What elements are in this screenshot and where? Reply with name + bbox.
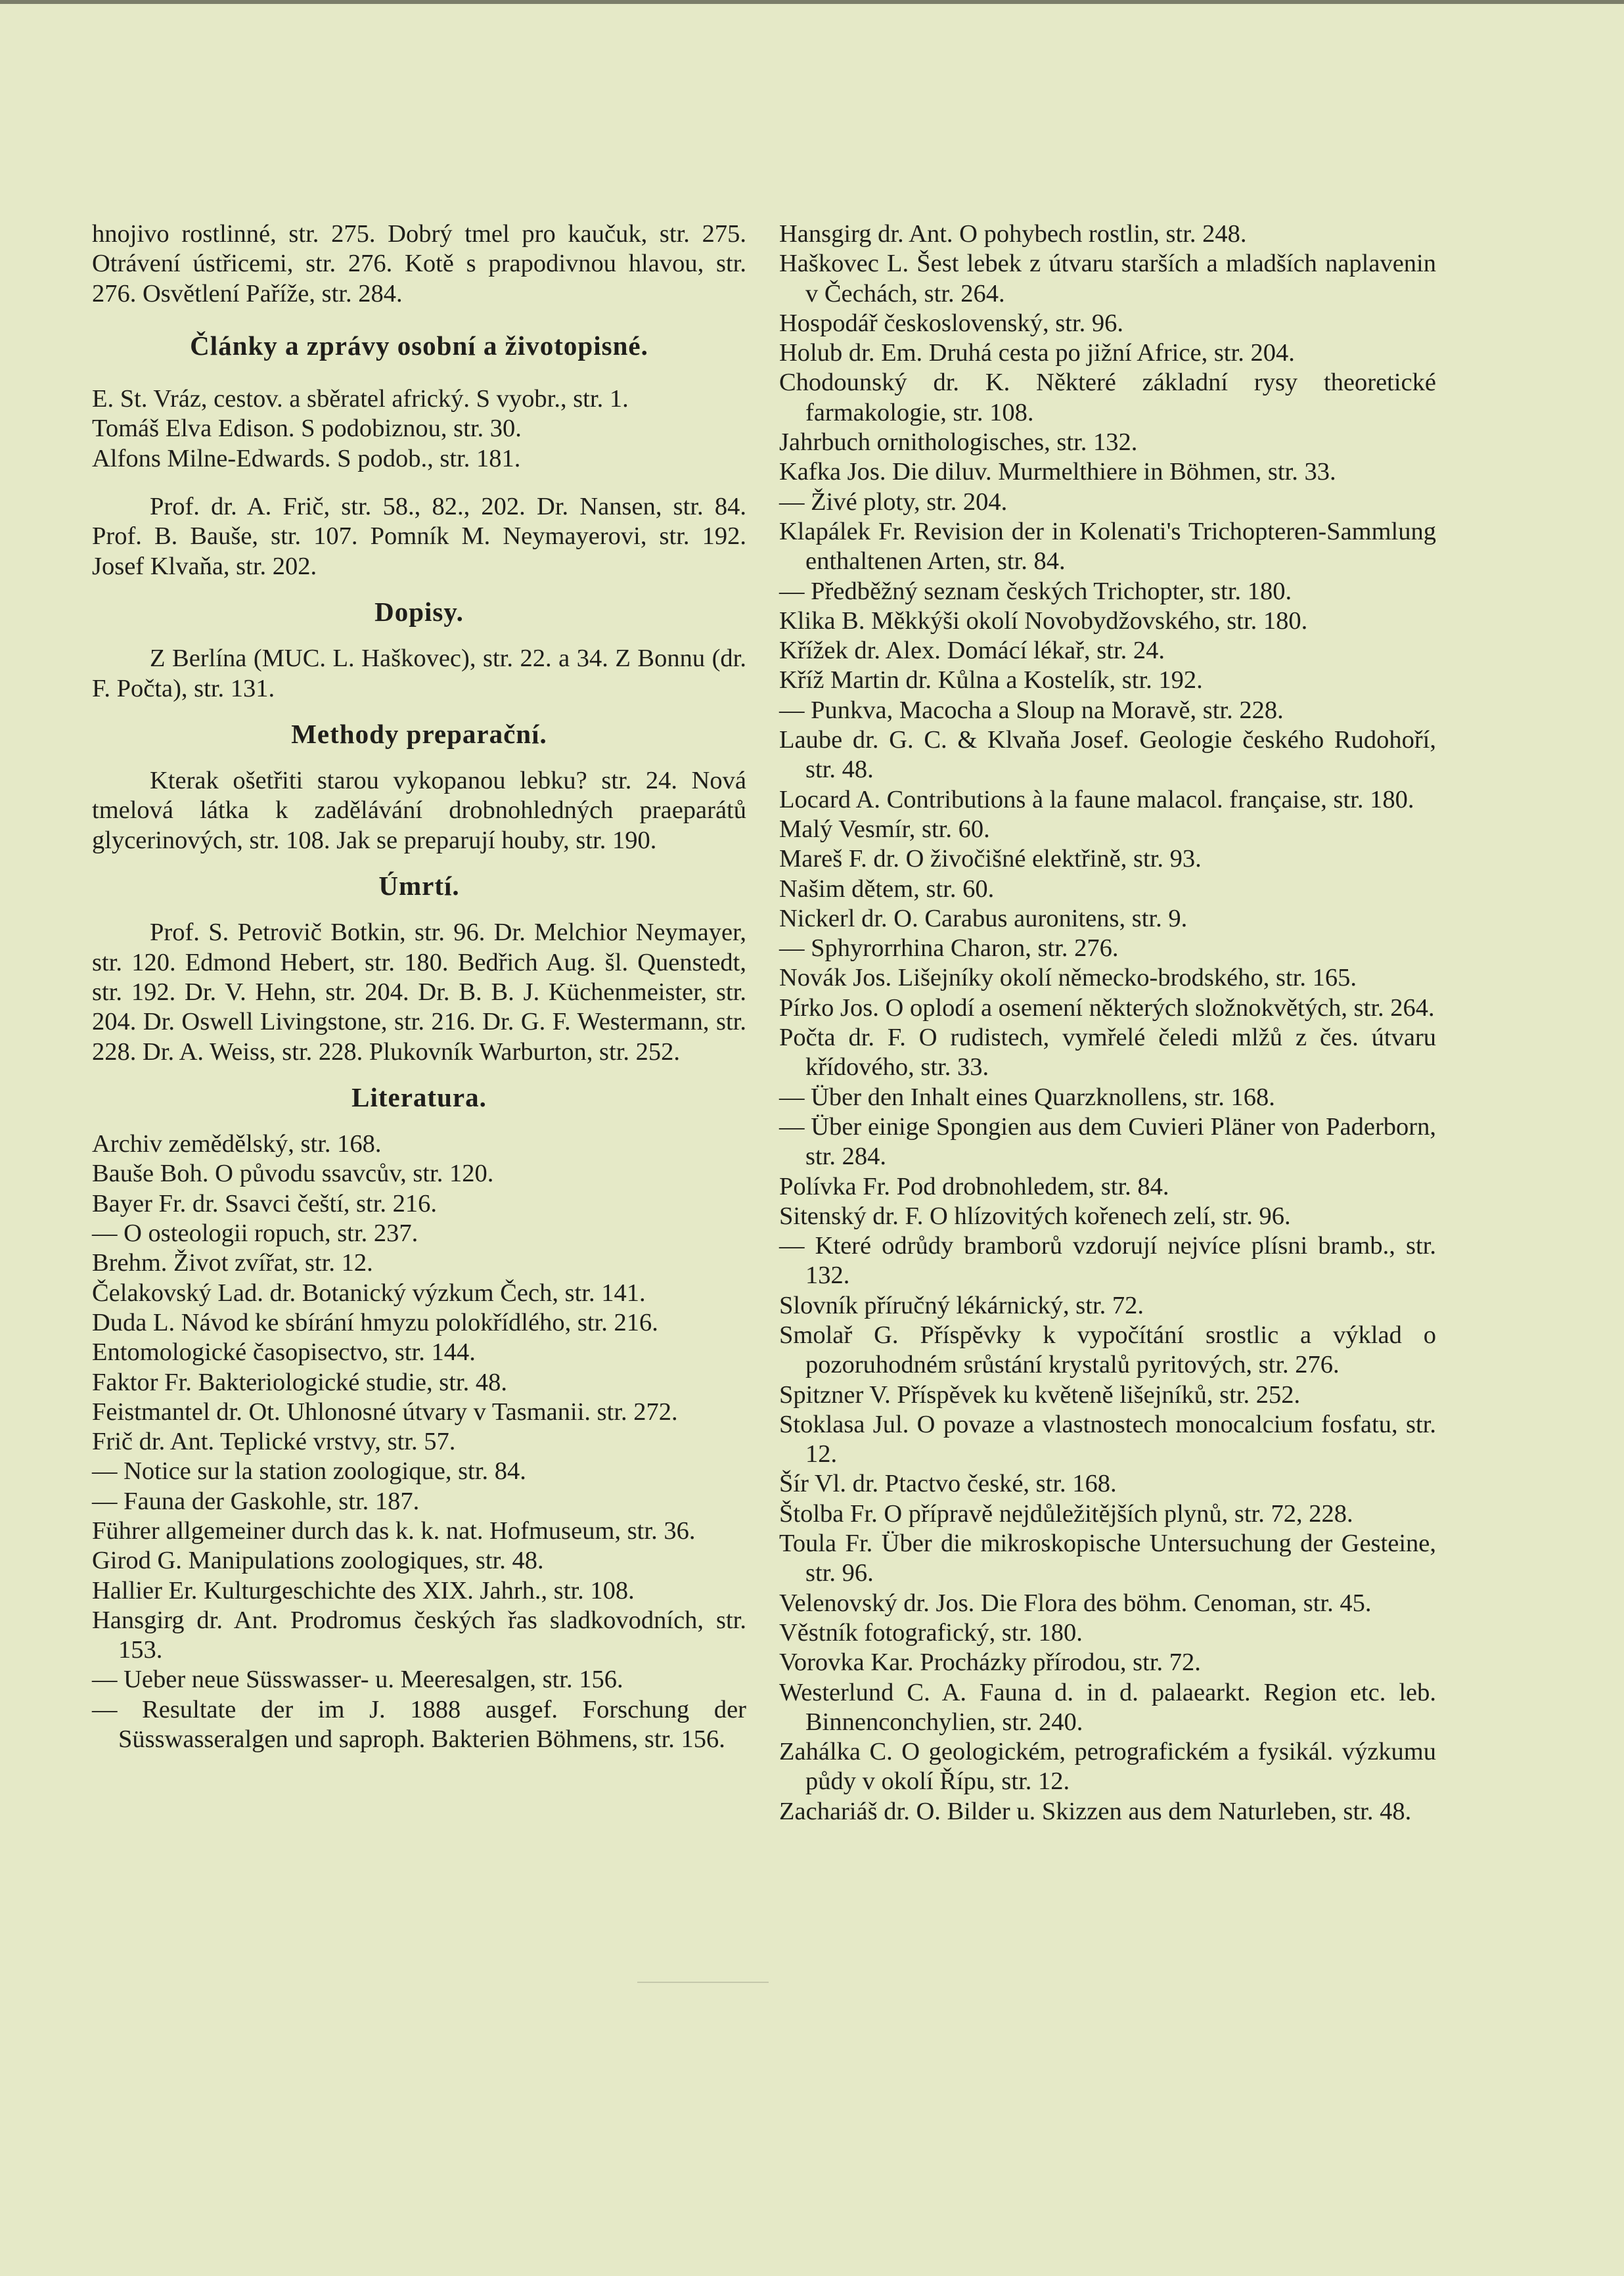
literature-entry: Zahálka C. O geologickém, petrografickém a fysikál. výzkumu půdy v okolí Řípu, str. 12. (779, 1738, 1436, 1796)
literature-entry: — Punkva, Macocha a Sloup na Moravě, str. 228. (779, 696, 1284, 724)
literature-entry: Hansgirg dr. Ant. Prodromus českých řas sladkovodních, str. 153. (92, 1606, 746, 1664)
literature-entry: Feistmantel dr. Ot. Uhlonosné útvary v Tasmanii. str. 272. (92, 1398, 678, 1426)
literature-entry: Führer allgemeiner durch das k. k. nat. Hofmuseum, str. 36. (92, 1516, 696, 1545)
literature-entry: Bauše Boh. O původu ssavcův, str. 120. (92, 1160, 494, 1188)
heading-literature: Literatura. (351, 1081, 487, 1112)
literature-entry: Laube dr. G. C. & Klvaňa Josef. Geologie českého Rudohoří, str. 48. (779, 726, 1436, 784)
literature-entry: Holub dr. Em. Druhá cesta po jižní Africe, str. 204. (779, 339, 1295, 367)
intro-paragraph: hnojivo rostlinné, str. 275. Dobrý tmel pro kaučuk, str. 275. Otrávení ústřicemi, str. 276. Kotě s prapodivnou hlavou, str. 276. Osvětlení Paříže, str. 284. (92, 220, 746, 307)
page-top-edge (0, 0, 1624, 4)
literature-entry: Entomologické časopisectvo, str. 144. (92, 1338, 476, 1367)
literature-entry: Počta dr. F. O rudistech, vymřelé čeledi mlžů z čes. útvaru křídového, str. 33. (779, 1024, 1436, 1081)
literature-entry: Mareš F. dr. O živočišné elektřině, str. 93. (779, 845, 1202, 873)
literature-entry: Našim dětem, str. 60. (779, 875, 995, 903)
literature-entry: Polívka Fr. Pod drobnohledem, str. 84. (779, 1172, 1169, 1200)
literature-entry: Kafka Jos. Die diluv. Murmelthiere in Böhmen, str. 33. (779, 458, 1336, 486)
literature-entry: Hansgirg dr. Ant. O pohybech rostlin, str. 248. (779, 220, 1247, 248)
personal-item: Alfons Milne-Edwards. S podob., str. 181. (92, 444, 521, 472)
literature-entry: Křížek dr. Alex. Domácí lékař, str. 24. (779, 637, 1165, 665)
literature-entry: Spitzner V. Příspěvek ku květeně lišejníků, str. 252. (779, 1380, 1301, 1409)
literature-entry: Štolba Fr. O přípravě nejdůležitějších plynů, str. 72, 228. (779, 1499, 1353, 1528)
literature-entry: Malý Vesmír, str. 60. (779, 815, 990, 843)
literature-entry: Slovník příručný lékárnický, str. 72. (779, 1291, 1144, 1319)
literature-entry: Hallier Er. Kulturgeschichte des XIX. Jahrh., str. 108. (92, 1576, 635, 1605)
literature-entry: Toula Fr. Über die mikroskopische Untersuchung der Gesteine, str. 96. (779, 1530, 1436, 1587)
literature-entry: — Které odrůdy bramborů vzdorují nejvíce plísni bramb., str. 132. (779, 1232, 1436, 1290)
literature-entry: Pírko Jos. O oplodí a osemení některých složnokvětých, str. 264. (779, 993, 1435, 1022)
deaths-paragraph: Prof. S. Petrovič Botkin, str. 96. Dr. Melchior Neymayer, str. 120. Edmond Hebert, str. 180. Bedřich Aug. šl. Quenstedt, str. 192. Dr. V. Hehn, str. 204. Dr. B. B. J. Küchenmeister, str. 204. Dr. Oswell Livingstone, str. 216. Dr. G. F. Westermann, str. 228. Dr. A. Weiss, str. 228. Plukovník Warburton, str. 252. (92, 919, 746, 1066)
literature-entry: Archiv zemědělský, str. 168. (92, 1130, 382, 1158)
literature-entry: Chodounský dr. K. Některé základní rysy theoretické farmakologie, str. 108. (779, 369, 1436, 426)
literature-entry: Westerlund C. A. Fauna d. in d. palaearkt. Region etc. leb. Binnenconchylien, str. 240. (779, 1678, 1436, 1736)
literature-entry: Frič dr. Ant. Teplické vrstvy, str. 57. (92, 1428, 456, 1456)
literature-entry: Vorovka Kar. Procházky přírodou, str. 72. (779, 1649, 1201, 1677)
literature-entry: — Ueber neue Süsswasser- u. Meeresalgen, str. 156. (92, 1666, 623, 1694)
literature-entry: Šír Vl. dr. Ptactvo české, str. 168. (779, 1470, 1117, 1498)
literature-entry: Bayer Fr. dr. Ssavci čeští, str. 216. (92, 1189, 438, 1218)
personal-item: Tomáš Elva Edison. S podobiznou, str. 30. (92, 415, 522, 443)
spacer (92, 474, 746, 492)
methods-paragraph: Kterak ošetřiti starou vykopanou lebku? str. 24. Nová tmelová látka k zadělávání drobnohledných praeparátů glycerinových, str. 108. Jak se preparují houby, str. 190. (92, 767, 746, 854)
literature-entry: Jahrbuch ornithologisches, str. 132. (779, 428, 1138, 457)
literature-entry: — Notice sur la station zoologique, str. 84. (92, 1457, 526, 1486)
literature-entry: Hospodář československý, str. 96. (779, 309, 1123, 337)
literature-entry: — Über einige Spongien aus dem Cuvieri Pläner von Paderborn, str. 284. (779, 1112, 1436, 1171)
literature-entry: — Resultate der im J. 1888 ausgef. Forschung der Süsswasseralgen und saproph. Bakterien Böhmens, str. 156. (92, 1695, 746, 1754)
left-column (92, 219, 746, 1754)
letters-paragraph: Z Berlína (MUC. L. Haškovec), str. 22. a 34. Z Bonnu (dr. F. Počta), str. 131. (92, 645, 746, 702)
literature-entry: Velenovský dr. Jos. Die Flora des böhm. Cenoman, str. 45. (779, 1589, 1372, 1617)
literature-entry: Kříž Martin dr. Kůlna a Kostelík, str. 192. (779, 666, 1203, 694)
literature-entry: — Sphyrorrhina Charon, str. 276. (779, 934, 1119, 963)
heading-letters: Dopisy. (374, 596, 464, 627)
literature-entry: Duda L. Návod ke sbírání hmyzu polokřídlého, str. 216. (92, 1308, 658, 1336)
literature-entry: Čelakovský Lad. dr. Botanický výzkum Čech, str. 141. (92, 1279, 646, 1307)
personal-paragraph: Prof. dr. A. Frič, str. 58., 82., 202. Dr. Nansen, str. 84. Prof. B. Bauše, str. 107. Pomník M. Neymayerovi, str. 192. Josef Klvaňa, str. 202. (92, 493, 746, 580)
heading-deaths: Úmrtí. (378, 871, 460, 901)
literature-entry: Zachariáš dr. O. Bilder u. Skizzen aus dem Naturleben, str. 48. (779, 1797, 1412, 1825)
heading-methods: Methody preparační. (291, 718, 547, 749)
literature-entry: Klika B. Měkkýši okolí Novobydžovského, str. 180. (779, 606, 1308, 635)
literature-entry: Brehm. Život zvířat, str. 12. (92, 1249, 373, 1277)
literature-entry: Klapálek Fr. Revision der in Kolenati's Trichopteren-Sammlung enthaltenen Arten, str. 84. (779, 517, 1436, 576)
personal-item: E. St. Vráz, cestov. a sběratel africký. S vyobr., str. 1. (92, 385, 629, 413)
literature-entry: — Živé ploty, str. 204. (779, 488, 1008, 516)
right-column (779, 219, 1436, 1827)
literature-entry: Věstník fotografický, str. 180. (779, 1618, 1083, 1647)
end-rule (637, 1982, 769, 1983)
literature-entry: Sitenský dr. F. O hlízovitých kořenech zelí, str. 96. (779, 1202, 1291, 1230)
literature-entry: Faktor Fr. Bakteriologické studie, str. 48. (92, 1368, 507, 1396)
literature-entry: Locard A. Contributions à la faune malacol. française, str. 180. (779, 785, 1414, 813)
literature-entry: — Über den Inhalt eines Quarzknollens, str. 168. (779, 1083, 1275, 1111)
literature-entry: Stoklasa Jul. O povaze a vlastnostech monocalcium fosfatu, str. 12. (779, 1410, 1436, 1468)
literature-entry: — Fauna der Gaskohle, str. 187. (92, 1487, 420, 1515)
literature-entry: Girod G. Manipulations zoologiques, str. 48. (92, 1547, 544, 1575)
literature-entry: — O osteologii ropuch, str. 237. (92, 1219, 418, 1248)
literature-entry: Novák Jos. Lišejníky okolí německo-brodského, str. 165. (779, 964, 1357, 992)
literature-list (92, 1129, 746, 1754)
heading-personal-articles: Články a zprávy osobní a životopisné. (190, 330, 648, 361)
literature-entry: Smolař G. Příspěvky k vypočítání srostlic a výklad o pozoruhodném srůstání krystalů pyritových, str. 276. (779, 1321, 1436, 1379)
literature-entry: — Předběžný seznam českých Trichopter, str. 180. (779, 577, 1292, 605)
literature-entry: Nickerl dr. O. Carabus auronitens, str. 9. (779, 904, 1188, 932)
literature-entry: Haškovec L. Šest lebek z útvaru starších a mladších naplavenin v Čechách, str. 264. (779, 250, 1436, 307)
